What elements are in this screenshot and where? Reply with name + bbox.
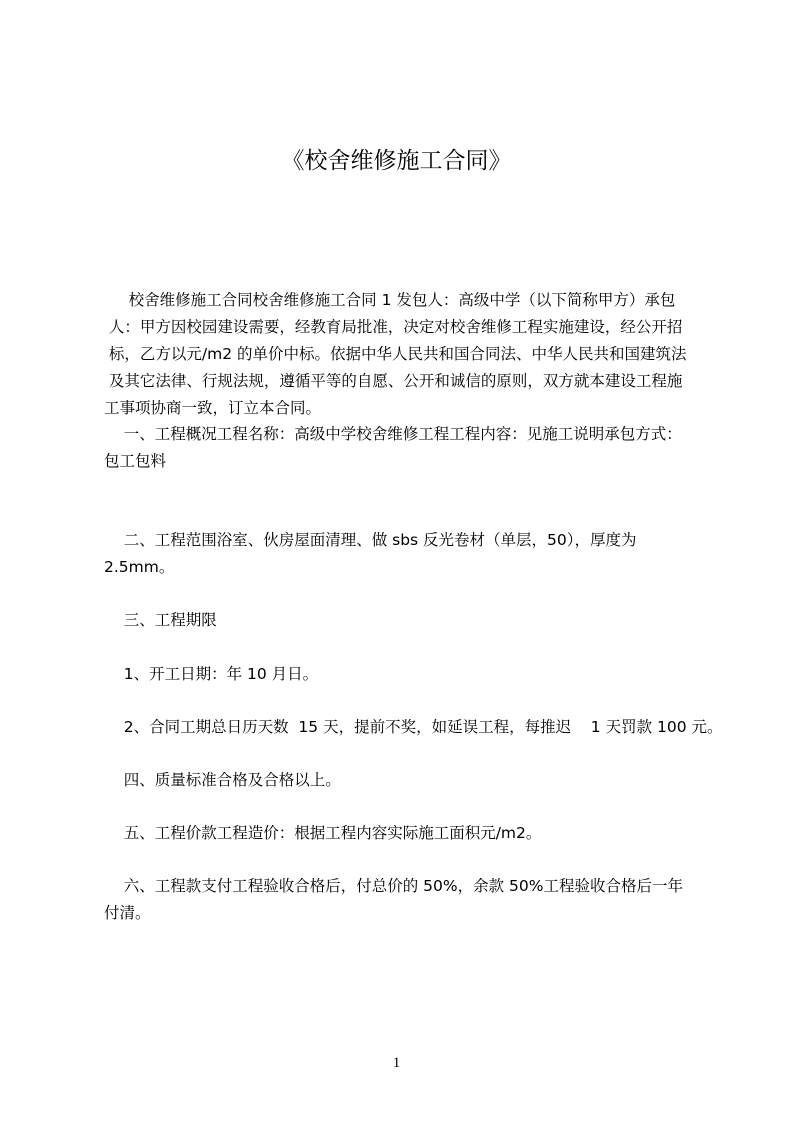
text-line: 及其它法律、行规法规，遵循平等的自愿、公开和诚信的原则，双方就本建设工程施 (104, 372, 683, 390)
text-line: 2.5mm。 (104, 558, 175, 576)
section-2-scope (104, 527, 724, 581)
text-line: 人：甲方因校园建设需要，经教育局批准，决定对校舍维修工程实施建设，经公开招 (104, 318, 683, 336)
item-duration (104, 714, 724, 741)
text-line: 四、质量标准合格及合格以上。 (104, 771, 341, 789)
text-line: 1、开工日期：年 10 月日。 (104, 665, 319, 683)
text-line: 2、合同工期总日历天数 15 天，提前不奖，如延误工程，每推迟 1 天罚款 100 元。 (104, 718, 723, 736)
text-line: 标，乙方以元/m2 的单价中标。依据中华人民共和国合同法、中华人民共和国建筑法 (104, 345, 687, 363)
text-line: 包工包料 (104, 452, 167, 470)
text-line: 五、工程价款工程造价：根据工程内容实际施工面积元/m2。 (104, 824, 542, 842)
paragraph-intro (104, 287, 724, 422)
text-line: 工事项协商一致，订立本合同。 (104, 399, 322, 417)
section-5-price (104, 820, 724, 847)
section-4-quality (104, 767, 724, 794)
text-line: 三、工程期限 (104, 611, 217, 629)
text-line: 付清。 (104, 904, 151, 922)
item-start-date (104, 661, 724, 688)
text-line: 六、工程款支付工程验收合格后，付总价的 50%，余款 50%工程验收合格后一年 (104, 877, 683, 895)
text-line: 二、工程范围浴室、伙房屋面清理、做 sbs 反光卷材（单层，50），厚度为 (104, 531, 637, 549)
section-1-overview (104, 421, 724, 475)
section-6-payment (104, 873, 724, 927)
section-3-period (104, 607, 724, 634)
text-line: 一、工程概况工程名称：高级中学校舍维修工程工程内容：见施工说明承包方式： (104, 425, 682, 443)
page-number: 1 (392, 1055, 401, 1071)
document-title: 《校舍维修施工合同》 (281, 148, 512, 174)
text-line: 校舍维修施工合同校舍维修施工合同 1 发包人：高级中学（以下简称甲方）承包 (104, 291, 676, 309)
